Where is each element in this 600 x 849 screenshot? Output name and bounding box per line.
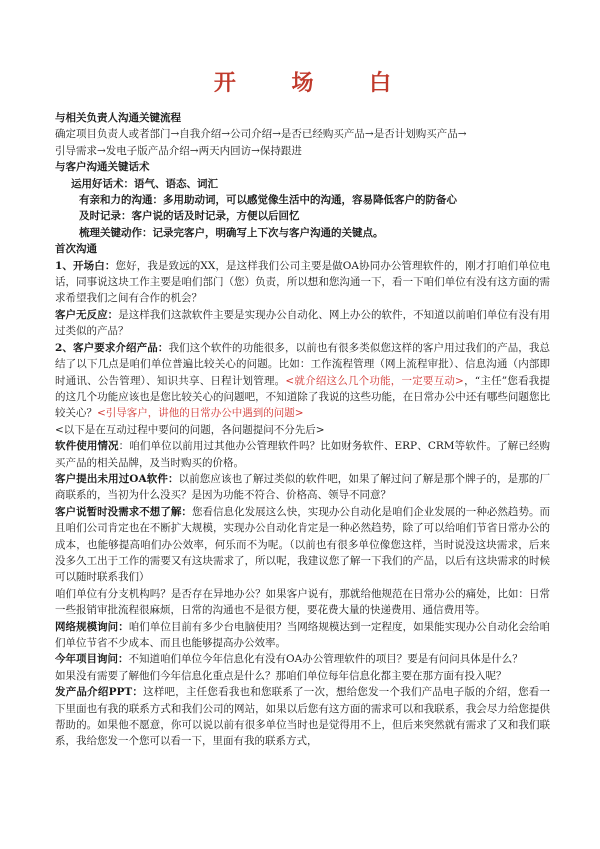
paragraph-text: （以前也有很多单位像您这样，当时说没这块需求，后来没多久工出于工作的需要又有这块需求了，所以呢，我建议您了解一下我们的产品，以后有这块需求的时候可以随时联系我们）: [55, 538, 551, 584]
paragraph-label: 1、开场白：: [55, 259, 116, 272]
tip-item: 运用好话术：语气、语态、词汇: [71, 177, 218, 190]
paragraph-label: 今年项目询问：: [55, 653, 129, 666]
paragraph-label: 2、客户要求介绍产品：: [55, 341, 169, 354]
paragraph-opening: [55, 258, 550, 307]
flow-line-1: 确定项目负责人或者部门→自我介绍→公司介绍→是否已经购买产品→是否计划购买产品→: [55, 128, 467, 141]
paragraph-label: 网络规模询问：: [55, 620, 129, 633]
paragraph-text: ：咱们单位以前用过其他办公管理软件吗？比如财务软件、ERP、CRM等软件。了解已经购买产品的相关品牌，及当时购买的价格。: [55, 440, 551, 469]
paragraph-label: 客户无反应：: [55, 308, 119, 321]
paragraph-no-demand: [55, 504, 550, 586]
paragraph-label: 软件使用情况: [55, 440, 119, 453]
paragraph-label: 发产品介绍PPT：: [55, 686, 144, 699]
paragraph-text: 这样吧，主任您看我也和您联系了一次，想给您发一个我们产品电子版的介绍，您看一下里面也有我的联系方式和我们公司的网站，如果以后您有这方面的需求可以和我联系，我会尽力给您提供帮助的。如果他不愿意，你可以说以前有很多单位当时也是觉得用不上，但后来突然就有需求了又和我们联系，我给您发一个您可以看一下，里面有我的联系方式，: [55, 686, 551, 748]
paragraph-text: 以前您应该也了解过类似的软件吧，如果了解过问了解是那个牌子的，是那的厂商联系的，当初为什么没买？是因为功能不符合、价格高、领导不同意？: [55, 472, 551, 502]
tip-item: 梳理关键动作：记录完客户，明确写上下次与客户沟通的关键点。: [79, 226, 384, 239]
paragraph-it-focus: 如果没有需要了解他们今年信息化重点是什么？那咱们单位每年信息化都主要在那方面有投入呢？: [55, 669, 507, 682]
section-heading-first-contact: 首次沟通: [55, 243, 97, 256]
paragraph-text: 咱们单位目前有多少台电脑使用？当网络规模达到一定程度，如果能实现办公自动化会给咱们单位节省不少成本、而且也能够提高办公效率。: [55, 620, 551, 649]
paragraph-label: 客户说暂时没需求不想了解：: [55, 505, 192, 518]
tip-item: 及时记录：客户说的话及时记录，方便以后回忆: [79, 210, 300, 223]
flow-line-2: 引导需求→发电子版产品介绍→两天内回访→保持跟进: [55, 144, 302, 157]
paragraph-no-response: [55, 307, 550, 340]
paragraph-this-year-project: [55, 651, 550, 667]
paragraph-software-usage: [55, 438, 550, 471]
paragraph-network-scale: [55, 619, 550, 652]
paragraph-text: 您好，我是致远的XX，是这样我们公司主要是做OA协同办公管理软件的，刚才打咱们单位电话，同事说这块工作主要是咱们部门（您）负责，所以想和您沟通一下，看一下咱们单位有没有这方面的需求希望我们之间有合作的机会？: [55, 259, 550, 305]
paragraph-text: 您看信息化发展这么快，实现办公自动化是咱们企业发展的一种必然趋势。而且咱们公司肯定也在不断扩大规模，实现办公自动化肯定是一种必然趋势，除了可以给咱们节省日常办公的成本，也能够提高咱们办公效率，何乐而不为呢。: [55, 505, 551, 551]
tip-item: 有亲和力的沟通：多用助动词，可以感觉像生活中的沟通，容易降低客户的防备心: [79, 194, 457, 207]
section-heading-key-flow: 与相关负责人沟通关键流程: [55, 112, 181, 124]
paragraph-text: ，“主任”您看我提的这几个功能应该也是您比较关心的问题吧，不知道除了我说的这些功能，在日常办公中还有哪些问题您比较关心？: [55, 374, 550, 420]
paragraph-send-ppt: [55, 684, 550, 750]
page-title: 开 场 白: [213, 70, 416, 96]
paragraph-no-oa: [55, 471, 550, 504]
paragraph-text: 是这样我们这款软件主要是实现办公自动化、网上办公的软件，不知道以前咱们单位有没有用过类似的产品？: [55, 308, 551, 338]
paragraph-branches: 咱们单位有分支机构吗？是否存在异地办公？如果客户说有，那就给他规范在日常办公的痛处，比如：日常一些报销审批流程很麻烦，日常的沟通也不是很方便，要花费大量的快递费用、通信费用等。: [55, 587, 550, 617]
red-note: <引导客户，讲他的日常办公中遇到的问题>: [97, 407, 304, 420]
interaction-note: <以下是在互动过程中要问的问题，各问题提问不分先后>: [55, 423, 325, 436]
section-heading-key-phrases: 与客户沟通关键话术: [55, 161, 150, 174]
paragraph-label: 客户提出未用过OA软件：: [55, 472, 179, 485]
paragraph-text: 我们这个软件的功能很多，以前也有很多类似您这样的客户用过我们的产品，我总结了以下几点是咱们单位普遍比较关心的问题。比如：工作流程管理（网上流程审批）、信息沟通（内部即时通讯、公告管理）、知识共享、日程计划管理。: [55, 341, 551, 387]
red-note: <就介绍这么几个功能，一定要互动>: [285, 374, 464, 387]
paragraph-product-intro: [55, 340, 550, 422]
paragraph-text: 不知道咱们单位今年信息化有没有OA办公管理软件的项目？要是有问问具体是什么？: [128, 653, 523, 666]
